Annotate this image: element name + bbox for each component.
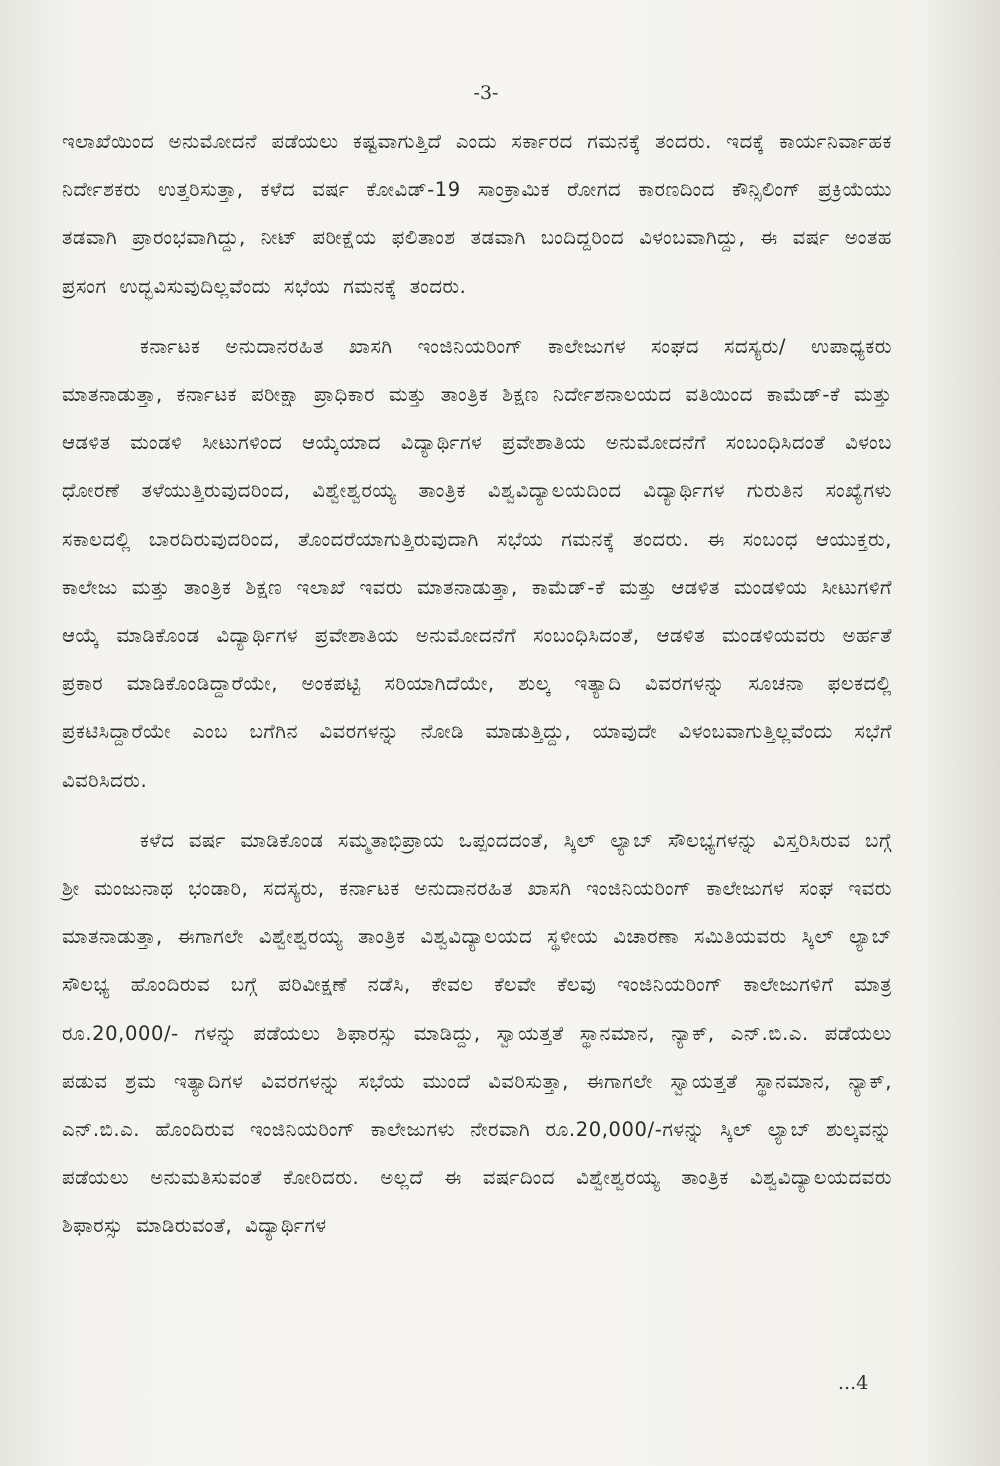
- paragraph-2: ಕರ್ನಾಟಕ ಅನುದಾನರಹಿತ ಖಾಸಗಿ ಇಂಜಿನಿಯರಿಂಗ್ ಕಾಲೇಜುಗಳ ಸಂಘದ ಸದಸ್ಯರು/ ಉಪಾಧ್ಯಕರು ಮಾತನಾಡುತ್ತಾ, ಕರ್ನಾಟಕ ಪರೀಕ್ಷಾ ಪ್ರಾಧಿಕಾರ ಮತ್ತು ತಾಂತ್ರಿಕ ಶಿಕ್ಷಣ ನಿರ್ದೇಶನಾಲಯದ ವತಿಯಿಂದ ಕಾಮೆಡ್-ಕೆ ಮತ್ತು ಆಡಳಿತ ಮಂಡಳಿ ಸೀಟುಗಳಿಂದ ಆಯ್ಕೆಯಾದ ವಿದ್ಯಾರ್ಥಿಗಳ ಪ್ರವೇಶಾತಿಯ ಅನುಮೋದನೆಗೆ ಸಂಬಂಧಿಸಿದಂತೆ ವಿಳಂಬ ಧೋರಣೆ ತಳೆಯುತ್ತಿರುವುದರಿಂದ, ವಿಶ್ವೇಶ್ವರಯ್ಯ ತಾಂತ್ರಿಕ ವಿಶ್ವವಿದ್ಯಾಲಯದಿಂದ ವಿದ್ಯಾರ್ಥಿಗಳ ಗುರುತಿನ ಸಂಖ್ಯೆಗಳು ಸಕಾಲದಲ್ಲಿ ಬಾರದಿರುವುದರಿಂದ, ತೊಂದರೆಯಾಗುತ್ತಿರುವುದಾಗಿ ಸಭೆಯ ಗಮನಕ್ಕೆ ತಂದರು. ಈ ಸಂಬಂಧ ಆಯುಕ್ತರು, ಕಾಲೇಜು ಮತ್ತು ತಾಂತ್ರಿಕ ಶಿಕ್ಷಣ ಇಲಾಖೆ ಇವರು ಮಾತನಾಡುತ್ತಾ, ಕಾಮೆಡ್-ಕೆ ಮತ್ತು ಆಡಳಿತ ಮಂಡಳಿಯ ಸೀಟುಗಳಿಗೆ ಆಯ್ಕೆ ಮಾಡಿಕೊಂಡ ವಿದ್ಯಾರ್ಥಿಗಳ ಪ್ರವೇಶಾತಿಯ ಅನುಮೋದನೆಗೆ ಸಂಬಂಧಿಸಿದಂತೆ, ಆಡಳಿತ ಮಂಡಳಿಯವರು ಅರ್ಹತೆ ಪ್ರಕಾರ ಮಾಡಿಕೊಂಡಿದ್ದಾರೆಯೇ, ಅಂಕಪಟ್ಟಿ ಸರಿಯಾಗಿದೆಯೇ, ಶುಲ್ಕ ಇತ್ಯಾದಿ ವಿವರಗಳನ್ನು ಸೂಚನಾ ಫಲಕದಲ್ಲಿ ಪ್ರಕಟಿಸಿದ್ದಾರೆಯೇ ಎಂಬ ಬಗೆಗಿನ ವಿವರಗಳನ್ನು ನೋಡಿ ಮಾಡುತ್ತಿದ್ದು, ಯಾವುದೇ ವಿಳಂಬವಾಗುತ್ತಿಲ್ಲವೆಂದು ಸಭೆಗೆ ವಿವರಿಸಿದರು.: [62, 334, 892, 792]
- paragraph-1: ಇಲಾಖೆಯಿಂದ ಅನುಮೋದನೆ ಪಡೆಯಲು ಕಷ್ಟವಾಗುತ್ತಿದೆ ಎಂದು ಸರ್ಕಾರದ ಗಮನಕ್ಕೆ ತಂದರು. ಇದಕ್ಕೆ ಕಾರ್ಯನಿರ್ವಾಹಕ ನಿರ್ದೇಶಕರು ಉತ್ತರಿಸುತ್ತಾ, ಕಳೆದ ವರ್ಷ ಕೋವಿಡ್-19 ಸಾಂಕ್ರಾಮಿಕ ರೋಗದ ಕಾರಣದಿಂದ ಕೌನ್ಸಿಲಿಂಗ್ ಪ್ರಕ್ರಿಯೆಯು ತಡವಾಗಿ ಪ್ರಾರಂಭವಾಗಿದ್ದು, ನೀಟ್ ಪರೀಕ್ಷೆಯ ಫಲಿತಾಂಶ ತಡವಾಗಿ ಬಂದಿದ್ದರಿಂದ ವಿಳಂಬವಾಗಿದ್ದು, ಈ ವರ್ಷ ಅಂತಹ ಪ್ರಸಂಗ ಉದ್ಭವಿಸುವುದಿಲ್ಲವೆಂದು ಸಭೆಯ ಗಮನಕ್ಕೆ ತಂದರು.: [62, 130, 892, 298]
- continuation-marker: ...4: [838, 1372, 869, 1394]
- page-number: -3-: [473, 82, 499, 104]
- document-body: [62, 118, 892, 1263]
- paragraph-3: ಕಳೆದ ವರ್ಷ ಮಾಡಿಕೊಂಡ ಸಮ್ಮತಾಭಿಪ್ರಾಯ ಒಪ್ಪಂದದಂತೆ, ಸ್ಕಿಲ್ ಲ್ಯಾಬ್ ಸೌಲಭ್ಯಗಳನ್ನು ವಿಸ್ತರಿಸಿರುವ ಬಗ್ಗೆ ಶ್ರೀ ಮಂಜುನಾಥ ಭಂಡಾರಿ, ಸದಸ್ಯರು, ಕರ್ನಾಟಕ ಅನುದಾನರಹಿತ ಖಾಸಗಿ ಇಂಜಿನಿಯರಿಂಗ್ ಕಾಲೇಜುಗಳ ಸಂಘ ಇವರು ಮಾತನಾಡುತ್ತಾ, ಈಗಾಗಲೇ ವಿಶ್ವೇಶ್ವರಯ್ಯ ತಾಂತ್ರಿಕ ವಿಶ್ವವಿದ್ಯಾಲಯದ ಸ್ಥಳೀಯ ವಿಚಾರಣಾ ಸಮಿತಿಯವರು ಸ್ಕಿಲ್ ಲ್ಯಾಬ್ ಸೌಲಭ್ಯ ಹೊಂದಿರುವ ಬಗ್ಗೆ ಪರಿವೀಕ್ಷಣೆ ನಡೆಸಿ, ಕೇವಲ ಕೆಲವೇ ಕೆಲವು ಇಂಜಿನಿಯರಿಂಗ್ ಕಾಲೇಜುಗಳಿಗೆ ಮಾತ್ರ ರೂ.20,000/- ಗಳನ್ನು ಪಡೆಯಲು ಶಿಫಾರಸ್ಸು ಮಾಡಿದ್ದು, ಸ್ವಾಯತ್ತತೆ ಸ್ಥಾನಮಾನ, ನ್ಯಾಕ್, ಎನ್.ಬಿ.ಎ. ಪಡೆಯಲು ಪಡುವ ಶ್ರಮ ಇತ್ಯಾದಿಗಳ ವಿವರಗಳನ್ನು ಸಭೆಯ ಮುಂದೆ ವಿವರಿಸುತ್ತಾ, ಈಗಾಗಲೇ ಸ್ವಾಯತ್ತತೆ ಸ್ಥಾನಮಾನ, ನ್ಯಾಕ್, ಎನ್.ಬಿ.ಎ. ಹೊಂದಿರುವ ಇಂಜಿನಿಯರಿಂಗ್ ಕಾಲೇಜುಗಳು ನೇರವಾಗಿ ರೂ.20,000/-ಗಳನ್ನು ಸ್ಕಿಲ್ ಲ್ಯಾಬ್ ಶುಲ್ಕವನ್ನು ಪಡೆಯಲು ಅನುಮತಿಸುವಂತೆ ಕೋರಿದರು. ಅಲ್ಲದೆ ಈ ವರ್ಷದಿಂದ ವಿಶ್ವೇಶ್ವರಯ್ಯ ತಾಂತ್ರಿಕ ವಿಶ್ವವಿದ್ಯಾಲಯದವರು ಶಿಫಾರಸ್ಸು ಮಾಡಿರುವಂತೆ, ವಿದ್ಯಾರ್ಥಿಗಳ: [62, 828, 892, 1238]
